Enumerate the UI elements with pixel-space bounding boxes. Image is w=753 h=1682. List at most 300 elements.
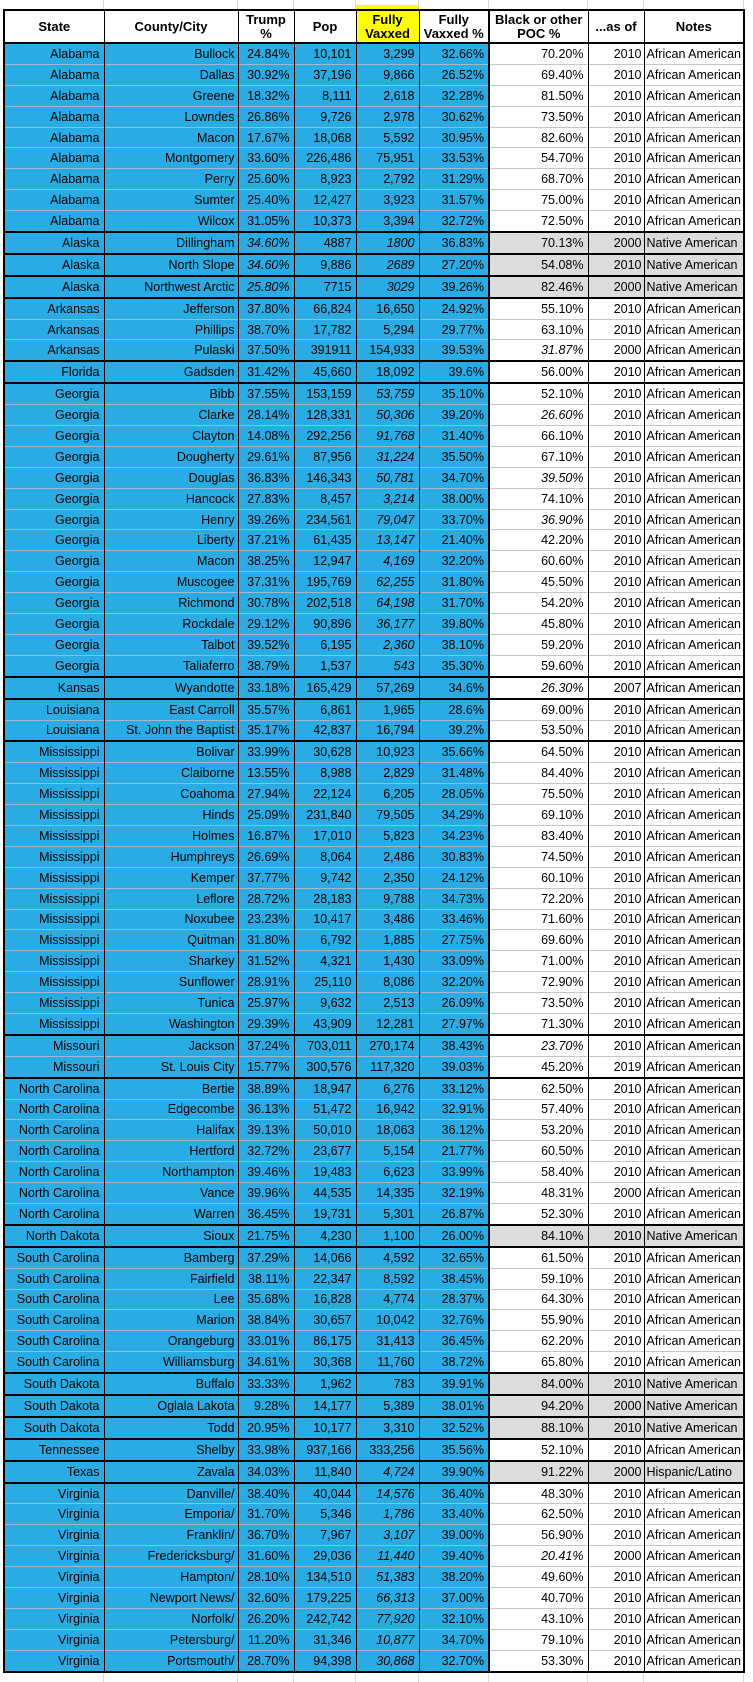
cell-state[interactable]: Alabama xyxy=(4,211,104,232)
cell-county-city[interactable]: Fredericksburg/ xyxy=(104,1546,238,1567)
cell-notes[interactable]: African American xyxy=(644,1183,744,1204)
cell-fully-vaxxed-pct[interactable]: 35.50% xyxy=(419,446,489,467)
cell-county-city[interactable]: Dallas xyxy=(104,64,238,85)
cell-pop[interactable]: 5,346 xyxy=(294,1504,356,1525)
cell-notes[interactable]: African American xyxy=(644,951,744,972)
cell-state[interactable]: Mississippi xyxy=(4,846,104,867)
cell-fully-vaxxed-pct[interactable]: 21.40% xyxy=(419,530,489,551)
cell-fully-vaxxed-pct[interactable]: 31.70% xyxy=(419,593,489,614)
cell-county-city[interactable]: Vance xyxy=(104,1183,238,1204)
cell-notes[interactable]: African American xyxy=(644,1331,744,1352)
cell-trump-pct[interactable]: 33.33% xyxy=(238,1373,294,1395)
cell-fully-vaxxed-pct[interactable]: 39.6% xyxy=(419,361,489,383)
cell-as-of[interactable]: 2010 xyxy=(588,951,644,972)
cell-fully-vaxxed[interactable]: 31,224 xyxy=(356,446,419,467)
cell-pop[interactable]: 6,861 xyxy=(294,699,356,720)
cell-pop[interactable]: 50,010 xyxy=(294,1120,356,1141)
cell-pop[interactable]: 8,111 xyxy=(294,85,356,106)
cell-county-city[interactable]: Portsmouth/ xyxy=(104,1650,238,1671)
cell-fully-vaxxed[interactable]: 117,320 xyxy=(356,1056,419,1077)
col-header-county-city[interactable]: County/City xyxy=(104,10,238,43)
cell-fully-vaxxed[interactable]: 14,576 xyxy=(356,1483,419,1504)
cell-pop[interactable]: 10,101 xyxy=(294,43,356,64)
cell-state[interactable]: Virginia xyxy=(4,1504,104,1525)
cell-notes[interactable]: African American xyxy=(644,677,744,699)
cell-as-of[interactable]: 2010 xyxy=(588,426,644,447)
cell-poc-pct[interactable]: 71.60% xyxy=(489,909,588,930)
cell-county-city[interactable]: Williamsburg xyxy=(104,1352,238,1373)
cell-as-of[interactable]: 2010 xyxy=(588,825,644,846)
cell-poc-pct[interactable]: 58.40% xyxy=(489,1162,588,1183)
cell-fully-vaxxed[interactable]: 66,313 xyxy=(356,1588,419,1609)
cell-poc-pct[interactable]: 42.20% xyxy=(489,530,588,551)
cell-state[interactable]: Virginia xyxy=(4,1588,104,1609)
cell-poc-pct[interactable]: 82.60% xyxy=(489,127,588,148)
cell-fully-vaxxed-pct[interactable]: 33.53% xyxy=(419,148,489,169)
cell-fully-vaxxed[interactable]: 2689 xyxy=(356,254,419,276)
cell-pop[interactable]: 391911 xyxy=(294,340,356,361)
cell-notes[interactable]: African American xyxy=(644,1289,744,1310)
cell-poc-pct[interactable]: 62.20% xyxy=(489,1331,588,1352)
cell-county-city[interactable]: Bullock xyxy=(104,43,238,64)
cell-pop[interactable]: 45,660 xyxy=(294,361,356,383)
cell-fully-vaxxed[interactable]: 3,923 xyxy=(356,190,419,211)
cell-notes[interactable]: African American xyxy=(644,319,744,340)
cell-state[interactable]: South Carolina xyxy=(4,1331,104,1352)
cell-as-of[interactable]: 2010 xyxy=(588,699,644,720)
cell-county-city[interactable]: Macon xyxy=(104,551,238,572)
cell-state[interactable]: Missouri xyxy=(4,1056,104,1077)
cell-county-city[interactable]: Douglas xyxy=(104,467,238,488)
cell-county-city[interactable]: Orangeburg xyxy=(104,1331,238,1352)
cell-state[interactable]: Georgia xyxy=(4,509,104,530)
cell-as-of[interactable]: 2010 xyxy=(588,319,644,340)
cell-pop[interactable]: 146,343 xyxy=(294,467,356,488)
cell-fully-vaxxed-pct[interactable]: 39.20% xyxy=(419,405,489,426)
cell-notes[interactable]: African American xyxy=(644,1608,744,1629)
cell-county-city[interactable]: Hertford xyxy=(104,1141,238,1162)
cell-pop[interactable]: 9,632 xyxy=(294,993,356,1014)
cell-poc-pct[interactable]: 69.60% xyxy=(489,930,588,951)
cell-trump-pct[interactable]: 25.60% xyxy=(238,169,294,190)
cell-poc-pct[interactable]: 61.50% xyxy=(489,1247,588,1268)
cell-trump-pct[interactable]: 25.09% xyxy=(238,805,294,826)
cell-trump-pct[interactable]: 9.28% xyxy=(238,1395,294,1417)
cell-trump-pct[interactable]: 34.60% xyxy=(238,232,294,254)
cell-pop[interactable]: 7,967 xyxy=(294,1525,356,1546)
cell-trump-pct[interactable]: 38.84% xyxy=(238,1310,294,1331)
cell-pop[interactable]: 4,230 xyxy=(294,1225,356,1247)
cell-notes[interactable]: African American xyxy=(644,551,744,572)
cell-fully-vaxxed[interactable]: 333,256 xyxy=(356,1439,419,1461)
cell-notes[interactable]: African American xyxy=(644,805,744,826)
cell-poc-pct[interactable]: 45.50% xyxy=(489,572,588,593)
cell-state[interactable]: Mississippi xyxy=(4,867,104,888)
cell-county-city[interactable]: Dougherty xyxy=(104,446,238,467)
cell-poc-pct[interactable]: 82.46% xyxy=(489,276,588,298)
cell-as-of[interactable]: 2010 xyxy=(588,1225,644,1247)
cell-county-city[interactable]: Franklin/ xyxy=(104,1525,238,1546)
cell-trump-pct[interactable]: 26.86% xyxy=(238,106,294,127)
cell-as-of[interactable]: 2010 xyxy=(588,1310,644,1331)
cell-poc-pct[interactable]: 56.00% xyxy=(489,361,588,383)
cell-county-city[interactable]: Warren xyxy=(104,1203,238,1224)
cell-fully-vaxxed[interactable]: 154,933 xyxy=(356,340,419,361)
cell-fully-vaxxed[interactable]: 783 xyxy=(356,1373,419,1395)
cell-as-of[interactable]: 2010 xyxy=(588,127,644,148)
cell-county-city[interactable]: Halifax xyxy=(104,1120,238,1141)
cell-state[interactable]: Virginia xyxy=(4,1546,104,1567)
cell-trump-pct[interactable]: 26.69% xyxy=(238,846,294,867)
cell-state[interactable]: Alaska xyxy=(4,232,104,254)
cell-pop[interactable]: 12,947 xyxy=(294,551,356,572)
cell-county-city[interactable]: Bamberg xyxy=(104,1247,238,1268)
cell-fully-vaxxed-pct[interactable]: 32.76% xyxy=(419,1310,489,1331)
cell-notes[interactable]: African American xyxy=(644,1203,744,1224)
cell-fully-vaxxed[interactable]: 8,592 xyxy=(356,1268,419,1289)
cell-fully-vaxxed[interactable]: 10,877 xyxy=(356,1629,419,1650)
cell-pop[interactable]: 292,256 xyxy=(294,426,356,447)
cell-poc-pct[interactable]: 55.90% xyxy=(489,1310,588,1331)
cell-notes[interactable]: African American xyxy=(644,572,744,593)
cell-pop[interactable]: 94,398 xyxy=(294,1650,356,1671)
cell-state[interactable]: South Dakota xyxy=(4,1417,104,1439)
cell-trump-pct[interactable]: 38.11% xyxy=(238,1268,294,1289)
cell-pop[interactable]: 703,011 xyxy=(294,1035,356,1056)
cell-state[interactable]: South Dakota xyxy=(4,1373,104,1395)
cell-county-city[interactable]: Macon xyxy=(104,127,238,148)
cell-trump-pct[interactable]: 28.14% xyxy=(238,405,294,426)
cell-trump-pct[interactable]: 35.17% xyxy=(238,720,294,741)
cell-trump-pct[interactable]: 29.12% xyxy=(238,614,294,635)
cell-fully-vaxxed-pct[interactable]: 34.70% xyxy=(419,467,489,488)
cell-trump-pct[interactable]: 27.83% xyxy=(238,488,294,509)
cell-pop[interactable]: 9,726 xyxy=(294,106,356,127)
cell-poc-pct[interactable]: 68.70% xyxy=(489,169,588,190)
cell-county-city[interactable]: Emporia/ xyxy=(104,1504,238,1525)
cell-as-of[interactable]: 2010 xyxy=(588,1608,644,1629)
cell-state[interactable]: Mississippi xyxy=(4,993,104,1014)
cell-fully-vaxxed-pct[interactable]: 33.40% xyxy=(419,1504,489,1525)
cell-as-of[interactable]: 2010 xyxy=(588,509,644,530)
cell-notes[interactable]: African American xyxy=(644,1567,744,1588)
cell-pop[interactable]: 8,064 xyxy=(294,846,356,867)
cell-poc-pct[interactable]: 60.60% xyxy=(489,551,588,572)
cell-county-city[interactable]: Quitman xyxy=(104,930,238,951)
cell-fully-vaxxed[interactable]: 62,255 xyxy=(356,572,419,593)
cell-county-city[interactable]: Danville/ xyxy=(104,1483,238,1504)
cell-state[interactable]: South Carolina xyxy=(4,1310,104,1331)
cell-fully-vaxxed[interactable]: 16,650 xyxy=(356,298,419,319)
cell-notes[interactable]: African American xyxy=(644,655,744,676)
cell-state[interactable]: Mississippi xyxy=(4,1013,104,1034)
cell-poc-pct[interactable]: 81.50% xyxy=(489,85,588,106)
cell-poc-pct[interactable]: 26.30% xyxy=(489,677,588,699)
cell-county-city[interactable]: Muscogee xyxy=(104,572,238,593)
cell-fully-vaxxed-pct[interactable]: 32.70% xyxy=(419,1650,489,1671)
cell-fully-vaxxed[interactable]: 8,086 xyxy=(356,972,419,993)
cell-poc-pct[interactable]: 84.00% xyxy=(489,1373,588,1395)
cell-fully-vaxxed[interactable]: 5,301 xyxy=(356,1203,419,1224)
cell-notes[interactable]: African American xyxy=(644,593,744,614)
cell-as-of[interactable]: 2010 xyxy=(588,614,644,635)
cell-fully-vaxxed-pct[interactable]: 34.6% xyxy=(419,677,489,699)
cell-fully-vaxxed-pct[interactable]: 31.80% xyxy=(419,572,489,593)
cell-notes[interactable]: African American xyxy=(644,211,744,232)
cell-state[interactable]: South Dakota xyxy=(4,1395,104,1417)
cell-notes[interactable]: African American xyxy=(644,509,744,530)
cell-fully-vaxxed-pct[interactable]: 39.40% xyxy=(419,1546,489,1567)
cell-county-city[interactable]: Tunica xyxy=(104,993,238,1014)
cell-county-city[interactable]: Noxubee xyxy=(104,909,238,930)
cell-trump-pct[interactable]: 31.60% xyxy=(238,1546,294,1567)
cell-state[interactable]: Alabama xyxy=(4,127,104,148)
cell-fully-vaxxed-pct[interactable]: 26.87% xyxy=(419,1203,489,1224)
cell-as-of[interactable]: 2010 xyxy=(588,211,644,232)
cell-pop[interactable]: 18,947 xyxy=(294,1078,356,1099)
cell-as-of[interactable]: 2010 xyxy=(588,784,644,805)
cell-fully-vaxxed[interactable]: 1,965 xyxy=(356,699,419,720)
cell-notes[interactable]: African American xyxy=(644,1056,744,1077)
cell-as-of[interactable]: 2019 xyxy=(588,1056,644,1077)
cell-notes[interactable]: African American xyxy=(644,64,744,85)
cell-fully-vaxxed-pct[interactable]: 27.20% xyxy=(419,254,489,276)
cell-county-city[interactable]: Jefferson xyxy=(104,298,238,319)
cell-state[interactable]: Mississippi xyxy=(4,888,104,909)
cell-fully-vaxxed-pct[interactable]: 38.00% xyxy=(419,488,489,509)
cell-fully-vaxxed[interactable]: 16,942 xyxy=(356,1099,419,1120)
col-header-trump-pct[interactable]: Trump % xyxy=(238,10,294,43)
cell-county-city[interactable]: Hinds xyxy=(104,805,238,826)
cell-pop[interactable]: 7715 xyxy=(294,276,356,298)
cell-poc-pct[interactable]: 53.20% xyxy=(489,1120,588,1141)
cell-as-of[interactable]: 2010 xyxy=(588,720,644,741)
cell-pop[interactable]: 29,036 xyxy=(294,1546,356,1567)
cell-notes[interactable]: African American xyxy=(644,106,744,127)
cell-fully-vaxxed[interactable]: 79,047 xyxy=(356,509,419,530)
cell-fully-vaxxed-pct[interactable]: 26.52% xyxy=(419,64,489,85)
cell-poc-pct[interactable]: 59.10% xyxy=(489,1268,588,1289)
cell-fully-vaxxed[interactable]: 31,413 xyxy=(356,1331,419,1352)
cell-pop[interactable]: 8,988 xyxy=(294,763,356,784)
cell-notes[interactable]: African American xyxy=(644,1247,744,1268)
cell-state[interactable]: Virginia xyxy=(4,1567,104,1588)
cell-pop[interactable]: 231,840 xyxy=(294,805,356,826)
cell-trump-pct[interactable]: 37.77% xyxy=(238,867,294,888)
cell-as-of[interactable]: 2000 xyxy=(588,232,644,254)
cell-pop[interactable]: 31,346 xyxy=(294,1629,356,1650)
cell-fully-vaxxed-pct[interactable]: 33.09% xyxy=(419,951,489,972)
cell-notes[interactable]: African American xyxy=(644,741,744,762)
cell-fully-vaxxed[interactable]: 4,592 xyxy=(356,1247,419,1268)
cell-fully-vaxxed[interactable]: 36,177 xyxy=(356,614,419,635)
cell-fully-vaxxed[interactable]: 77,920 xyxy=(356,1608,419,1629)
cell-fully-vaxxed-pct[interactable]: 31.29% xyxy=(419,169,489,190)
cell-as-of[interactable]: 2010 xyxy=(588,993,644,1014)
cell-as-of[interactable]: 2010 xyxy=(588,43,644,64)
cell-fully-vaxxed[interactable]: 5,294 xyxy=(356,319,419,340)
cell-state[interactable]: Mississippi xyxy=(4,741,104,762)
cell-notes[interactable]: African American xyxy=(644,1588,744,1609)
cell-fully-vaxxed-pct[interactable]: 33.99% xyxy=(419,1162,489,1183)
cell-fully-vaxxed[interactable]: 12,281 xyxy=(356,1013,419,1034)
cell-poc-pct[interactable]: 62.50% xyxy=(489,1504,588,1525)
cell-county-city[interactable]: Sioux xyxy=(104,1225,238,1247)
cell-trump-pct[interactable]: 23.23% xyxy=(238,909,294,930)
cell-as-of[interactable]: 2010 xyxy=(588,190,644,211)
cell-poc-pct[interactable]: 62.50% xyxy=(489,1078,588,1099)
cell-as-of[interactable]: 2000 xyxy=(588,340,644,361)
cell-state[interactable]: Mississippi xyxy=(4,763,104,784)
cell-fully-vaxxed[interactable]: 6,276 xyxy=(356,1078,419,1099)
cell-pop[interactable]: 6,195 xyxy=(294,634,356,655)
cell-notes[interactable]: African American xyxy=(644,909,744,930)
cell-pop[interactable]: 30,368 xyxy=(294,1352,356,1373)
cell-state[interactable]: Georgia xyxy=(4,655,104,676)
cell-trump-pct[interactable]: 38.40% xyxy=(238,1483,294,1504)
cell-trump-pct[interactable]: 28.10% xyxy=(238,1567,294,1588)
cell-as-of[interactable]: 2010 xyxy=(588,551,644,572)
cell-poc-pct[interactable]: 73.50% xyxy=(489,993,588,1014)
cell-poc-pct[interactable]: 52.10% xyxy=(489,383,588,404)
cell-state[interactable]: Alabama xyxy=(4,64,104,85)
cell-notes[interactable]: African American xyxy=(644,993,744,1014)
cell-trump-pct[interactable]: 20.95% xyxy=(238,1417,294,1439)
cell-trump-pct[interactable]: 37.21% xyxy=(238,530,294,551)
cell-county-city[interactable]: Greene xyxy=(104,85,238,106)
cell-trump-pct[interactable]: 11.20% xyxy=(238,1629,294,1650)
cell-poc-pct[interactable]: 45.20% xyxy=(489,1056,588,1077)
cell-county-city[interactable]: Sumter xyxy=(104,190,238,211)
cell-as-of[interactable]: 2000 xyxy=(588,276,644,298)
cell-county-city[interactable]: Humphreys xyxy=(104,846,238,867)
cell-pop[interactable]: 10,417 xyxy=(294,909,356,930)
cell-state[interactable]: North Carolina xyxy=(4,1141,104,1162)
cell-state[interactable]: South Carolina xyxy=(4,1352,104,1373)
cell-poc-pct[interactable]: 91.22% xyxy=(489,1461,588,1483)
cell-poc-pct[interactable]: 49.60% xyxy=(489,1567,588,1588)
cell-trump-pct[interactable]: 39.52% xyxy=(238,634,294,655)
cell-state[interactable]: Georgia xyxy=(4,488,104,509)
cell-poc-pct[interactable]: 54.20% xyxy=(489,593,588,614)
cell-county-city[interactable]: Zavala xyxy=(104,1461,238,1483)
cell-county-city[interactable]: Leflore xyxy=(104,888,238,909)
cell-trump-pct[interactable]: 36.45% xyxy=(238,1203,294,1224)
cell-county-city[interactable]: Shelby xyxy=(104,1439,238,1461)
cell-county-city[interactable]: Clarke xyxy=(104,405,238,426)
cell-state[interactable]: South Carolina xyxy=(4,1268,104,1289)
cell-fully-vaxxed[interactable]: 2,486 xyxy=(356,846,419,867)
cell-trump-pct[interactable]: 33.60% xyxy=(238,148,294,169)
cell-notes[interactable]: African American xyxy=(644,888,744,909)
cell-poc-pct[interactable]: 36.90% xyxy=(489,509,588,530)
cell-fully-vaxxed[interactable]: 14,335 xyxy=(356,1183,419,1204)
cell-as-of[interactable]: 2000 xyxy=(588,1546,644,1567)
cell-trump-pct[interactable]: 35.57% xyxy=(238,699,294,720)
cell-as-of[interactable]: 2010 xyxy=(588,930,644,951)
cell-as-of[interactable]: 2010 xyxy=(588,1013,644,1034)
cell-county-city[interactable]: Todd xyxy=(104,1417,238,1439)
cell-as-of[interactable]: 2010 xyxy=(588,1247,644,1268)
cell-poc-pct[interactable]: 54.70% xyxy=(489,148,588,169)
cell-poc-pct[interactable]: 39.50% xyxy=(489,467,588,488)
cell-county-city[interactable]: Bibb xyxy=(104,383,238,404)
cell-notes[interactable]: African American xyxy=(644,1504,744,1525)
cell-trump-pct[interactable]: 28.72% xyxy=(238,888,294,909)
cell-state[interactable]: Alabama xyxy=(4,169,104,190)
cell-trump-pct[interactable]: 31.05% xyxy=(238,211,294,232)
cell-as-of[interactable]: 2010 xyxy=(588,634,644,655)
cell-pop[interactable]: 22,347 xyxy=(294,1268,356,1289)
cell-notes[interactable]: Native American xyxy=(644,232,744,254)
cell-state[interactable]: North Carolina xyxy=(4,1099,104,1120)
cell-pop[interactable]: 202,518 xyxy=(294,593,356,614)
cell-county-city[interactable]: Lee xyxy=(104,1289,238,1310)
cell-trump-pct[interactable]: 39.96% xyxy=(238,1183,294,1204)
cell-notes[interactable]: African American xyxy=(644,1483,744,1504)
cell-pop[interactable]: 40,044 xyxy=(294,1483,356,1504)
cell-poc-pct[interactable]: 63.10% xyxy=(489,319,588,340)
cell-fully-vaxxed-pct[interactable]: 24.92% xyxy=(419,298,489,319)
cell-county-city[interactable]: Talbot xyxy=(104,634,238,655)
cell-state[interactable]: North Carolina xyxy=(4,1120,104,1141)
cell-as-of[interactable]: 2010 xyxy=(588,846,644,867)
cell-notes[interactable]: African American xyxy=(644,1268,744,1289)
cell-notes[interactable]: Native American xyxy=(644,1417,744,1439)
cell-poc-pct[interactable]: 59.20% xyxy=(489,634,588,655)
cell-county-city[interactable]: Sunflower xyxy=(104,972,238,993)
cell-state[interactable]: Alabama xyxy=(4,43,104,64)
cell-poc-pct[interactable]: 65.80% xyxy=(489,1352,588,1373)
cell-notes[interactable]: African American xyxy=(644,867,744,888)
cell-state[interactable]: Arkansas xyxy=(4,340,104,361)
cell-county-city[interactable]: Phillips xyxy=(104,319,238,340)
cell-notes[interactable]: African American xyxy=(644,825,744,846)
cell-notes[interactable]: African American xyxy=(644,1310,744,1331)
cell-pop[interactable]: 6,792 xyxy=(294,930,356,951)
cell-trump-pct[interactable]: 33.18% xyxy=(238,677,294,699)
cell-fully-vaxxed[interactable]: 79,505 xyxy=(356,805,419,826)
cell-fully-vaxxed-pct[interactable]: 36.83% xyxy=(419,232,489,254)
cell-pop[interactable]: 43,909 xyxy=(294,1013,356,1034)
cell-county-city[interactable]: Fairfield xyxy=(104,1268,238,1289)
cell-notes[interactable]: African American xyxy=(644,1439,744,1461)
cell-county-city[interactable]: Wilcox xyxy=(104,211,238,232)
cell-poc-pct[interactable]: 69.10% xyxy=(489,805,588,826)
cell-poc-pct[interactable]: 20.41% xyxy=(489,1546,588,1567)
cell-notes[interactable]: African American xyxy=(644,298,744,319)
cell-fully-vaxxed[interactable]: 4,774 xyxy=(356,1289,419,1310)
cell-county-city[interactable]: Rockdale xyxy=(104,614,238,635)
cell-county-city[interactable]: Coahoma xyxy=(104,784,238,805)
cell-fully-vaxxed[interactable]: 50,781 xyxy=(356,467,419,488)
cell-pop[interactable]: 11,840 xyxy=(294,1461,356,1483)
cell-notes[interactable]: African American xyxy=(644,930,744,951)
cell-fully-vaxxed-pct[interactable]: 27.75% xyxy=(419,930,489,951)
cell-trump-pct[interactable]: 26.20% xyxy=(238,1608,294,1629)
cell-fully-vaxxed[interactable]: 2,618 xyxy=(356,85,419,106)
cell-pop[interactable]: 18,068 xyxy=(294,127,356,148)
cell-trump-pct[interactable]: 31.70% xyxy=(238,1504,294,1525)
cell-poc-pct[interactable]: 43.10% xyxy=(489,1608,588,1629)
cell-notes[interactable]: Native American xyxy=(644,1395,744,1417)
cell-county-city[interactable]: Pulaski xyxy=(104,340,238,361)
cell-fully-vaxxed-pct[interactable]: 32.20% xyxy=(419,972,489,993)
cell-as-of[interactable]: 2010 xyxy=(588,1525,644,1546)
cell-fully-vaxxed-pct[interactable]: 39.53% xyxy=(419,340,489,361)
cell-fully-vaxxed-pct[interactable]: 39.03% xyxy=(419,1056,489,1077)
cell-trump-pct[interactable]: 21.75% xyxy=(238,1225,294,1247)
